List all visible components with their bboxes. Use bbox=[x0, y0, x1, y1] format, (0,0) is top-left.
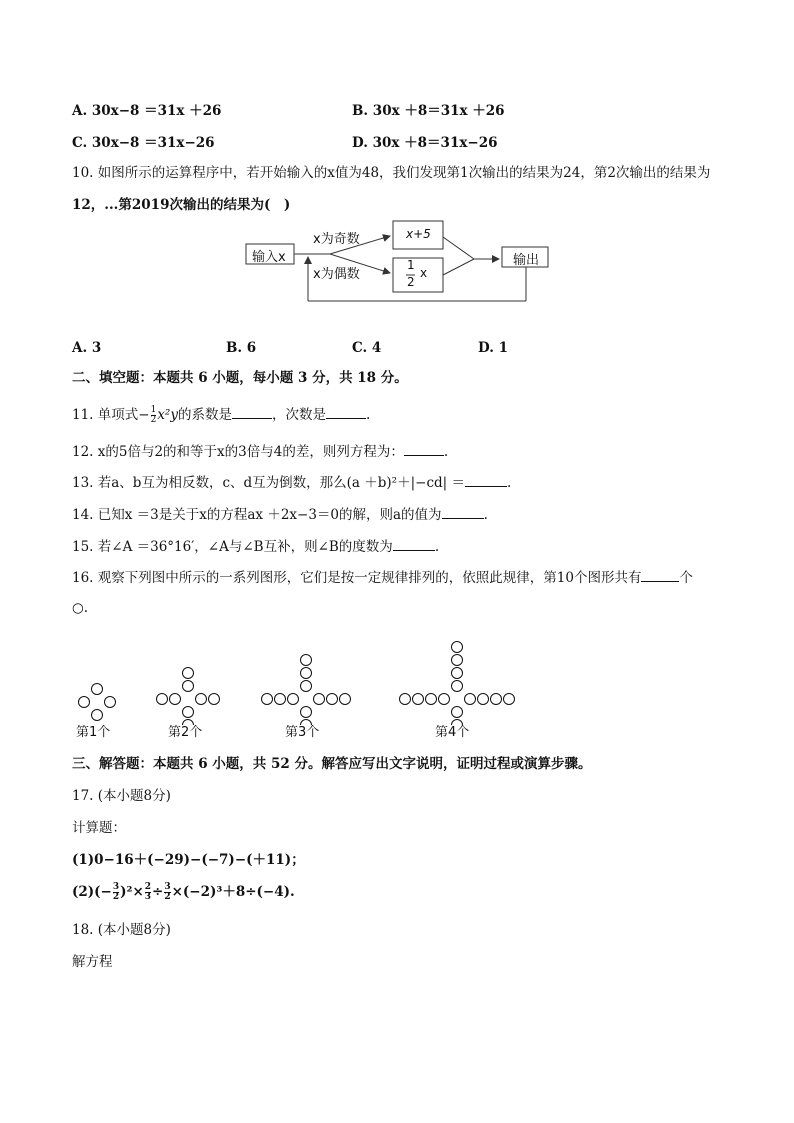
q16-label-2: 第2个 bbox=[168, 725, 203, 740]
q11-mid: ，次数是 bbox=[271, 407, 326, 423]
q13-end: . bbox=[506, 475, 512, 491]
q17-title: 17. (本小题8分) bbox=[72, 788, 171, 804]
pattern-circle bbox=[491, 694, 502, 705]
q14-end: . bbox=[483, 507, 488, 523]
q14-blank bbox=[442, 504, 484, 519]
q10-text-line1: 10. 如图所示的运算程序中，若开始输入的x值为48，我们发现第1次输出的结果为24，第2次输出的结果为 bbox=[72, 165, 711, 181]
pattern-circle bbox=[504, 694, 515, 705]
q18-intro: 解方程 bbox=[72, 954, 113, 970]
q10-option-b: B. 6 bbox=[226, 340, 257, 356]
q11-line bbox=[72, 404, 370, 425]
q16-pattern-figures bbox=[60, 625, 540, 740]
pattern-circle bbox=[301, 707, 312, 718]
q16-label-4: 第4个 bbox=[435, 725, 470, 740]
pattern-circle bbox=[92, 710, 103, 721]
flow-output-label: 输出 bbox=[513, 253, 540, 268]
pattern-circle bbox=[262, 694, 273, 705]
flow-even-op-box bbox=[393, 258, 443, 292]
pattern-circle bbox=[288, 694, 299, 705]
pattern-circle bbox=[452, 707, 463, 718]
pattern-circle bbox=[301, 681, 312, 692]
pattern-circle bbox=[157, 694, 168, 705]
q17-part2 bbox=[72, 882, 295, 902]
q16-label-3: 第3个 bbox=[285, 725, 320, 740]
q17-part1: (1)0−16＋(−29)−(−7)−(＋11)； bbox=[72, 852, 305, 868]
q12-end: . bbox=[443, 444, 449, 460]
q11-blank-degree bbox=[326, 404, 366, 419]
pattern-circle bbox=[79, 697, 90, 708]
q17-part2-tail: ×(−2)³＋8÷(−4). bbox=[171, 884, 295, 900]
q16-label-1: 第1个 bbox=[76, 725, 111, 740]
q12-line bbox=[72, 441, 448, 462]
q11-fraction-num: 1 bbox=[150, 405, 157, 415]
q9-option-c: C. 30x−8 ＝31x−26 bbox=[72, 135, 215, 151]
pattern-circle bbox=[183, 707, 194, 718]
pattern-circle bbox=[452, 655, 463, 666]
q12-blank bbox=[404, 441, 444, 456]
flow-odd-op: x+5 bbox=[406, 227, 431, 241]
q11-end: . bbox=[365, 407, 371, 423]
q15-end: . bbox=[434, 539, 440, 555]
pattern-circle bbox=[314, 694, 325, 705]
pattern-circle bbox=[426, 694, 437, 705]
q16-text: 16. 观察下列图中所示的一系列图形，它们是按一定规律排列的，依照此规律，第10个图形共有 bbox=[72, 570, 642, 586]
pattern-circle bbox=[105, 697, 116, 708]
q11-blank-coefficient bbox=[232, 404, 272, 419]
q17-intro: 计算题： bbox=[72, 820, 126, 836]
flow-even-op-denominator: 2 bbox=[407, 275, 415, 289]
pattern-figure-4 bbox=[400, 642, 515, 726]
q17-part2-frac3-den: 2 bbox=[164, 892, 171, 902]
pattern-circle bbox=[183, 668, 194, 679]
pattern-circle bbox=[196, 694, 207, 705]
pattern-circle bbox=[209, 694, 220, 705]
q17-part2-frac1-num: 3 bbox=[112, 882, 120, 892]
q16-pattern-svg bbox=[60, 625, 540, 725]
q12-text: 12. x的5倍与2的和等于x的3倍与4的差，则列方程为： bbox=[72, 444, 404, 460]
q13-blank bbox=[465, 472, 507, 487]
flow-input-label: 输入x bbox=[252, 250, 286, 265]
q17-part2-frac2 bbox=[145, 883, 151, 902]
q10-option-d: D. 1 bbox=[478, 340, 509, 356]
q11-fraction bbox=[151, 406, 157, 425]
q17-part2-frac1 bbox=[113, 883, 119, 902]
q17-part2-mid2: ÷ bbox=[152, 884, 164, 900]
q16-blank bbox=[641, 567, 679, 582]
section-fill-in-heading: 二、填空题：本题共 6 小题，每小题 3 分，共 18 分。 bbox=[72, 370, 408, 386]
flow-even-op-variable: x bbox=[420, 266, 428, 280]
q17-part2-frac3 bbox=[164, 883, 170, 902]
pattern-circle bbox=[92, 684, 103, 695]
q10-text-line2: 12，...第2019次输出的结果为( ) bbox=[72, 197, 291, 213]
q17-part2-mid1: )²× bbox=[120, 884, 144, 900]
pattern-circle bbox=[301, 655, 312, 666]
q16-line1 bbox=[72, 567, 693, 588]
q9-option-d: D. 30x ＋8＝31x−26 bbox=[352, 135, 498, 151]
q9-option-b: B. 30x ＋8＝31x ＋26 bbox=[352, 103, 505, 119]
flow-odd-label: x为奇数 bbox=[313, 232, 360, 247]
flow-even-label: x为偶数 bbox=[313, 267, 360, 282]
q17-part2-frac3-num: 3 bbox=[164, 882, 171, 892]
q9-option-a: A. 30x−8 ＝31x ＋26 bbox=[72, 103, 222, 119]
q18-title: 18. (本小题8分) bbox=[72, 922, 171, 938]
pattern-figure-2 bbox=[157, 668, 220, 726]
q11-suffix1: 的系数是 bbox=[177, 407, 232, 423]
pattern-circle bbox=[275, 694, 286, 705]
pattern-circle bbox=[400, 694, 411, 705]
q17-part2-frac2-num: 2 bbox=[144, 882, 152, 892]
pattern-circle bbox=[452, 642, 463, 653]
pattern-circle bbox=[170, 694, 181, 705]
q10-option-a: A. 3 bbox=[72, 340, 102, 356]
q16-line2: ○. bbox=[72, 600, 89, 616]
q17-part2-prefix: (2)(− bbox=[72, 884, 112, 900]
q13-line bbox=[72, 472, 511, 493]
q15-line bbox=[72, 536, 439, 557]
q14-line bbox=[72, 504, 488, 525]
q17-part2-frac1-den: 2 bbox=[112, 892, 120, 902]
pattern-circle bbox=[478, 694, 489, 705]
q10-option-c: C. 4 bbox=[352, 340, 382, 356]
q15-text: 15. 若∠A ＝36°16′，∠A与∠B互补，则∠B的度数为 bbox=[72, 539, 393, 555]
pattern-circle bbox=[183, 681, 194, 692]
q11-fraction-den: 2 bbox=[150, 415, 157, 425]
q14-text: 14. 已知x ＝3是关于x的方程ax ＋2x−3＝0的解，则a的值为 bbox=[72, 507, 442, 523]
pattern-circle bbox=[452, 681, 463, 692]
q10-flow-diagram bbox=[240, 215, 560, 310]
pattern-circle bbox=[340, 694, 351, 705]
pattern-circle bbox=[301, 668, 312, 679]
q16-line1-end: 个 bbox=[679, 570, 693, 586]
pattern-circle bbox=[452, 668, 463, 679]
pattern-circle bbox=[439, 694, 450, 705]
flow-even-op-numerator: 1 bbox=[407, 258, 415, 272]
pattern-circle bbox=[327, 694, 338, 705]
pattern-figure-1 bbox=[79, 684, 116, 721]
pattern-circle bbox=[465, 694, 476, 705]
q11-expr: x²y bbox=[157, 407, 178, 423]
q11-prefix: 11. 单项式− bbox=[72, 407, 150, 423]
q17-part2-frac2-den: 3 bbox=[144, 892, 152, 902]
q15-blank bbox=[393, 536, 435, 551]
section-answer-heading: 三、解答题：本题共 6 小题，共 52 分。解答应写出文字说明，证明过程或演算步骤。 bbox=[72, 756, 592, 772]
q13-text: 13. 若a、b互为相反数，c、d互为倒数，那么(a ＋b)²＋|−cd| ＝ bbox=[72, 475, 465, 491]
pattern-circle bbox=[413, 694, 424, 705]
pattern-figure-3 bbox=[262, 655, 351, 726]
